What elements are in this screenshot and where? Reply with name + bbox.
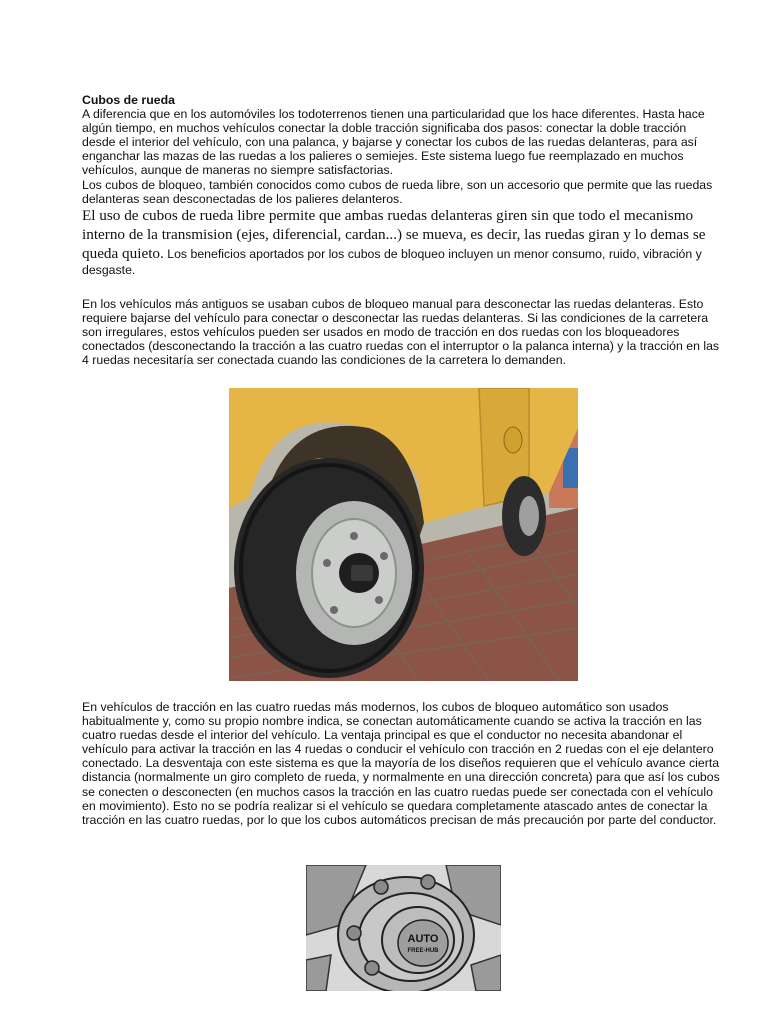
auto-hub-illustration (306, 865, 501, 991)
truck-wheel-photo (229, 388, 578, 681)
paragraph-free-hubs: Los cubos de bloqueo, también conocidos como cubos de rueda libre, son un accesorio que permite que las ruedas delanteras sean desconectadas de los palieres delanteros. (82, 177, 713, 206)
hub-label-freehub: FREE-HUB (407, 948, 439, 954)
paragraph-benefits: Los beneficios aportados por los cubos de bloqueo incluyen un menor consumo, ruido, vibración y desgaste. (82, 246, 702, 277)
section-title: Cubos de rueda (82, 93, 175, 107)
intro-block (82, 93, 722, 277)
paragraph-manual-hubs: En los vehículos más antiguos se usaban cubos de bloqueo manual para desconectar las ruedas delanteras. Esto requiere bajarse del vehículo para conectar o desconectar las ruedas delanteras. Si las condiciones de la carretera son irregulares, estos vehículos pueden ser usados en modo de tracción en dos ruedas con los bloqueadores conectados (desconectando la tracción a las cuatro ruedas con el interruptor o la palanca interna) y la tracción en las 4 ruedas necesitaría ser conectada cuando las condiciones de la carretera lo demanden. (82, 297, 720, 368)
auto-hub-drawing (306, 865, 501, 991)
hub-label-auto: AUTO (407, 933, 439, 945)
paragraph-automatic-hubs: En vehículos de tracción en las cuatro ruedas más modernos, los cubos de bloqueo automático son usados habitualmente y, como su propio nombre indica, se conectan automáticamente cuando se activa la tracción en las cuatro ruedas desde el interior del vehículo. La ventaja principal es que el conductor no necesita abandonar el vehículo para activar la tracción en las 4 ruedas o conducir el vehículo con tracción en 2 ruedas con el eje delantero conectado. La desventaja con este sistema es que la mayoría de los diseños requieren que el vehículo avance cierta distancia (normalmente un giro completo de rueda, y normalmente en una dirección concreta) para que así los cubos se conecten o desconecten (en muchos casos la tracción en las cuatro ruedas puede ser conectada con el vehículo en movimiento). Esto no se podría realizar si el vehículo se quedara completamente atascado antes de conectar la tracción en las cuatro ruedas, por lo que los cubos automáticos precisan de más precaución por parte del conductor. (82, 700, 720, 827)
truck-wheel-illustration (229, 388, 578, 681)
paragraph-intro: A diferencia que en los automóviles los todoterrenos tienen una particularidad que los hace diferentes. Hasta hace algún tiempo, en muchos vehículos conectar la doble tracción significaba dos pasos: conectar la doble tracción desde el interior del vehículo, con una palanca, y bajarse y conectar los cubos de las ruedas delanteras, para así enganchar las mazas de las ruedas a los palieres o semiejes. Este sistema luego fue reemplazado en muchos vehículos, aunque de maneras no siempre satisfactorias. (82, 107, 705, 178)
paragraph-serif-quote: El uso de cubos de rueda libre permite que ambas ruedas delanteras giren sin que todo el mecanismo interno de la transmision (ejes, diferencial, cardan...) se mueva, es decir, las ruedas giran y lo demas se queda quieto. (82, 206, 706, 262)
